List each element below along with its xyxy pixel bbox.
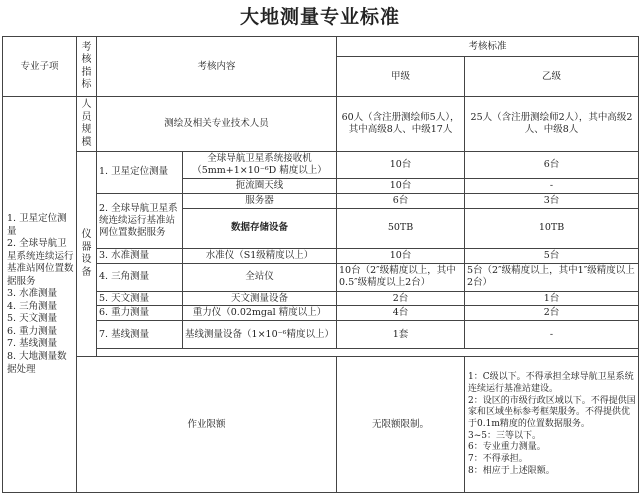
indicator-personnel: 人员规模 xyxy=(77,97,97,152)
limit-row xyxy=(3,357,639,493)
equipment-item: 数据存储设备 xyxy=(183,208,337,248)
equipment-row xyxy=(3,248,639,263)
equipment-item: 基线测量设备（1×10⁻⁶精度以上） xyxy=(183,321,337,349)
equipment-item: 天文测量设备 xyxy=(183,291,337,306)
header-grade-a: 甲级 xyxy=(337,57,465,97)
equipment-grade-b: - xyxy=(465,178,639,193)
standard-table xyxy=(2,36,639,493)
header-indicator: 考核指标 xyxy=(77,37,97,97)
equipment-category: 7. 基线测量 xyxy=(97,321,183,349)
subject-item: 6. 重力测量 xyxy=(7,325,58,337)
equipment-category: 2. 全球导航卫星系统连续运行基准站网位置数据服务 xyxy=(97,193,183,248)
header-standard: 考核标准 xyxy=(337,37,639,57)
equipment-category: 3. 水准测量 xyxy=(97,248,183,263)
equipment-category: 5. 天文测量 xyxy=(97,291,183,306)
limit-note: 3~5：三等以下。 xyxy=(468,430,542,441)
equipment-category: 1. 卫星定位测量 xyxy=(97,152,183,194)
equipment-row xyxy=(3,306,639,321)
limit-note: 1：C级以下。不得承担全球导航卫星系统连续运行基准站建设。 xyxy=(468,372,634,394)
subject-item: 8. 大地测量数据处理 xyxy=(7,351,67,375)
equipment-row xyxy=(3,193,639,208)
equipment-grade-a: 6台 xyxy=(337,193,465,208)
equipment-grade-a: 10台 xyxy=(337,248,465,263)
equipment-row xyxy=(3,321,639,349)
equipment-item: 扼流圈天线 xyxy=(183,178,337,193)
limit-grade-b xyxy=(465,357,639,493)
personnel-row xyxy=(3,97,639,152)
equipment-row xyxy=(3,152,639,179)
equipment-item: 重力仪（0.02mgal 精度以上） xyxy=(183,306,337,321)
equipment-grade-b: 2台 xyxy=(465,306,639,321)
equipment-grade-a: 10台 xyxy=(337,152,465,179)
equipment-grade-a: 4台 xyxy=(337,306,465,321)
equipment-grade-a: 1套 xyxy=(337,321,465,349)
personnel-grade-b: 25人（含注册测绘师2人），其中高级2人、中级8人 xyxy=(465,97,639,152)
subject-item: 3. 水准测量 xyxy=(7,288,58,300)
equipment-item: 全站仪 xyxy=(183,263,337,291)
personnel-grade-a: 60人（含注册测绘师5人），其中高级8人、中级17人 xyxy=(337,97,465,152)
equipment-grade-b: 1台 xyxy=(465,291,639,306)
equipment-grade-b: - xyxy=(465,321,639,349)
page-title: 大地测量专业标准 xyxy=(239,6,400,28)
equipment-category: 6. 重力测量 xyxy=(97,306,183,321)
equipment-item: 水准仪（S1级精度以上） xyxy=(183,248,337,263)
equipment-category: 4. 三角测量 xyxy=(97,263,183,291)
subject-item: 1. 卫星定位测量 xyxy=(7,213,67,237)
limit-note: 8：相应于上述限额。 xyxy=(468,465,555,476)
subject-item: 2. 全球导航卫星系统连续运行基准站网位置数据服务 xyxy=(7,238,74,287)
equipment-grade-b: 5台（2″级精度以上，其中1″级精度以上2台） xyxy=(465,263,639,291)
equipment-grade-a: 2台 xyxy=(337,291,465,306)
header-grade-b: 乙级 xyxy=(465,57,639,97)
equipment-grade-b: 5台 xyxy=(465,248,639,263)
equipment-grade-a: 50TB xyxy=(337,208,465,248)
limit-label: 作业限额 xyxy=(77,357,337,493)
equipment-grade-b: 10TB xyxy=(465,208,639,248)
header-subject: 专业子项 xyxy=(3,37,77,97)
equipment-grade-a: 10台 xyxy=(337,178,465,193)
header-row-1 xyxy=(3,37,639,57)
equipment-row xyxy=(3,291,639,306)
limit-note: 2：设区的市级行政区域以下。不得提供国家和区域坐标参考框架服务。不得提供优于0.1m精度的位置数据服务。 xyxy=(468,395,636,429)
equipment-item: 服务器 xyxy=(183,193,337,208)
limit-note: 6：专业重力测量。 xyxy=(468,442,546,453)
limit-grade-a: 无限额限制。 xyxy=(337,357,465,493)
personnel-content: 测绘及相关专业技术人员 xyxy=(97,97,337,152)
equipment-item: 全球导航卫星系统接收机（5mm+1×10⁻⁶D 精度以上） xyxy=(183,152,337,179)
subject-item: 7. 基线测量 xyxy=(7,338,58,350)
subject-list xyxy=(3,97,77,493)
equipment-grade-a: 10台（2″级精度以上，其中0.5″级精度以上2台） xyxy=(337,263,465,291)
equipment-grade-b: 3台 xyxy=(465,193,639,208)
indicator-equipment: 仪器设备 xyxy=(77,152,97,357)
equipment-grade-b: 6台 xyxy=(465,152,639,179)
equipment-row xyxy=(3,263,639,291)
header-content: 考核内容 xyxy=(97,37,337,97)
limit-note: 7：不得承担。 xyxy=(468,453,528,464)
subject-item: 4. 三角测量 xyxy=(7,300,58,312)
subject-item: 5. 天文测量 xyxy=(7,313,58,325)
